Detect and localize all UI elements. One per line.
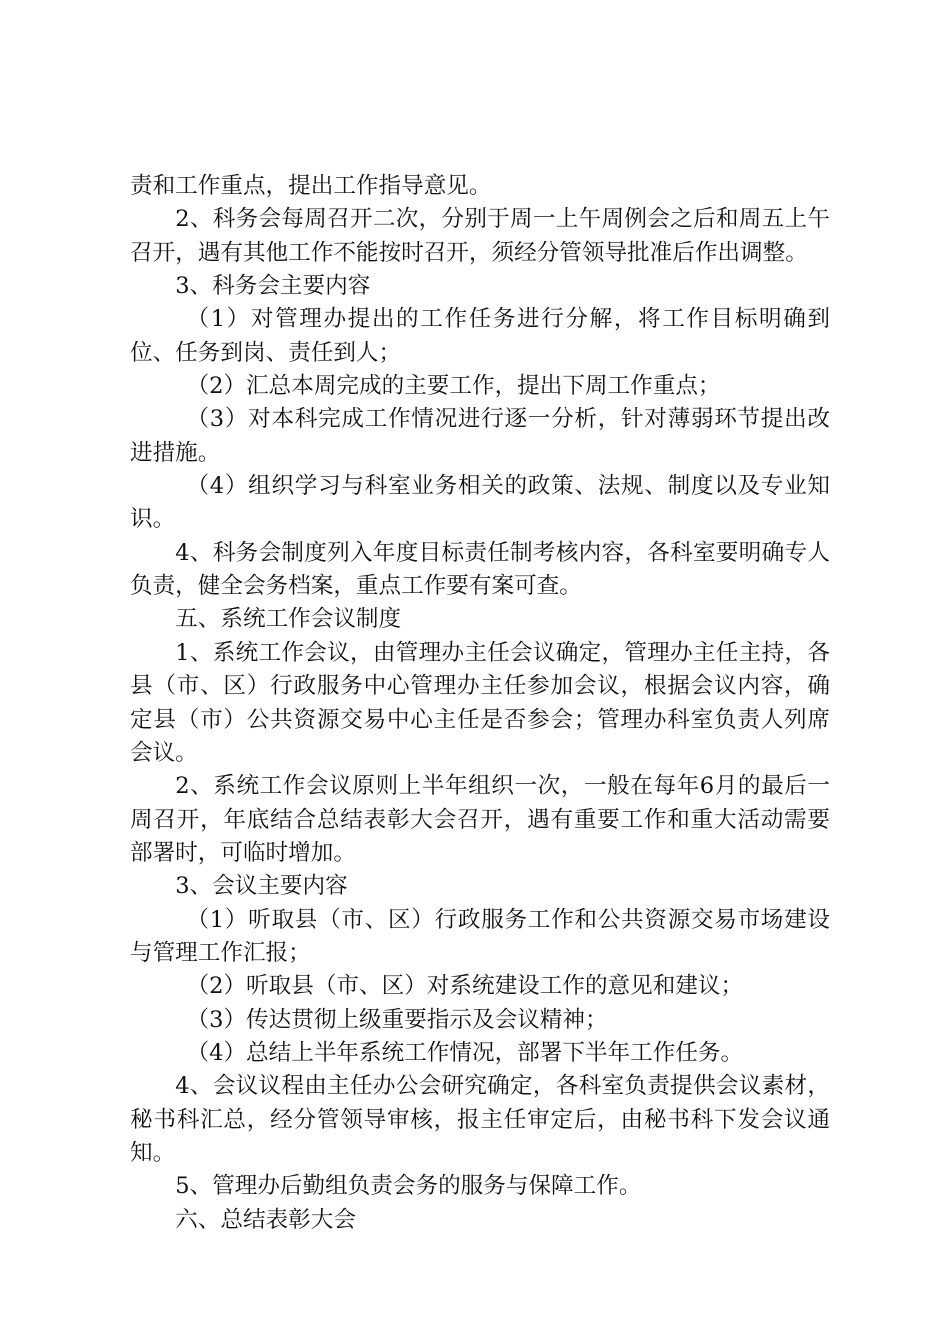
- paragraph: 2、系统工作会议原则上半年组织一次，一般在每年6月的最后一周召开，年底结合总结表彰大会召开，遇有重要工作和重大活动需要部署时，可临时增加。: [130, 773, 830, 866]
- paragraph: 责和工作重点，提出工作指导意见。: [130, 173, 492, 199]
- paragraph: 4、科务会制度列入年度目标责任制考核内容，各科室要明确专人负责，健全会务档案，重点工作要有案可查。: [130, 539, 830, 600]
- list-item: （4）组织学习与科室业务相关的政策、法规、制度以及专业知识。: [130, 473, 830, 533]
- list-item: （1）听取县（市、区）行政服务工作和公共资源交易市场建设与管理工作汇报；: [130, 906, 830, 966]
- section-heading: 六、总结表彰大会: [175, 1206, 356, 1233]
- list-item: （1）对管理办提出的工作任务进行分解，将工作目标明确到位、任务到岗、责任到人；: [130, 306, 830, 366]
- section-heading: 3、科务会主要内容: [175, 273, 371, 300]
- document-body: [130, 170, 830, 1237]
- section-heading: 3、会议主要内容: [175, 873, 348, 900]
- section-heading: 五、系统工作会议制度: [175, 606, 402, 633]
- list-item: （3）对本科完成工作情况进行逐一分析，针对薄弱环节提出改进措施。: [130, 406, 830, 466]
- list-item: （4）总结上半年系统工作情况，部署下半年工作任务。: [186, 1039, 744, 1066]
- paragraph: 4、会议议程由主任办公会研究确定，各科室负责提供会议素材，秘书科汇总，经分管领导审核，报主任审定后，由秘书科下发会议通知。: [130, 1073, 830, 1166]
- list-item: （3）传达贯彻上级重要指示及会议精神；: [186, 1006, 608, 1033]
- paragraph: 2、科务会每周召开二次，分别于周一上午周例会之后和周五上午召开，遇有其他工作不能按时召开，须经分管领导批准后作出调整。: [130, 206, 830, 266]
- list-item: （2）汇总本周完成的主要工作，提出下周工作重点；: [186, 373, 721, 400]
- paragraph: 5、管理办后勤组负责会务的服务与保障工作。: [175, 1173, 642, 1200]
- paragraph: 1、系统工作会议，由管理办主任会议确定，管理办主任主持，各县（市、区）行政服务中心管理办主任参加会议，根据会议内容，确定县（市）公共资源交易中心主任是否参会；管理办科室负责人列席会议。: [130, 639, 830, 766]
- list-item: （2）听取县（市、区）对系统建设工作的意见和建议；: [186, 973, 744, 1000]
